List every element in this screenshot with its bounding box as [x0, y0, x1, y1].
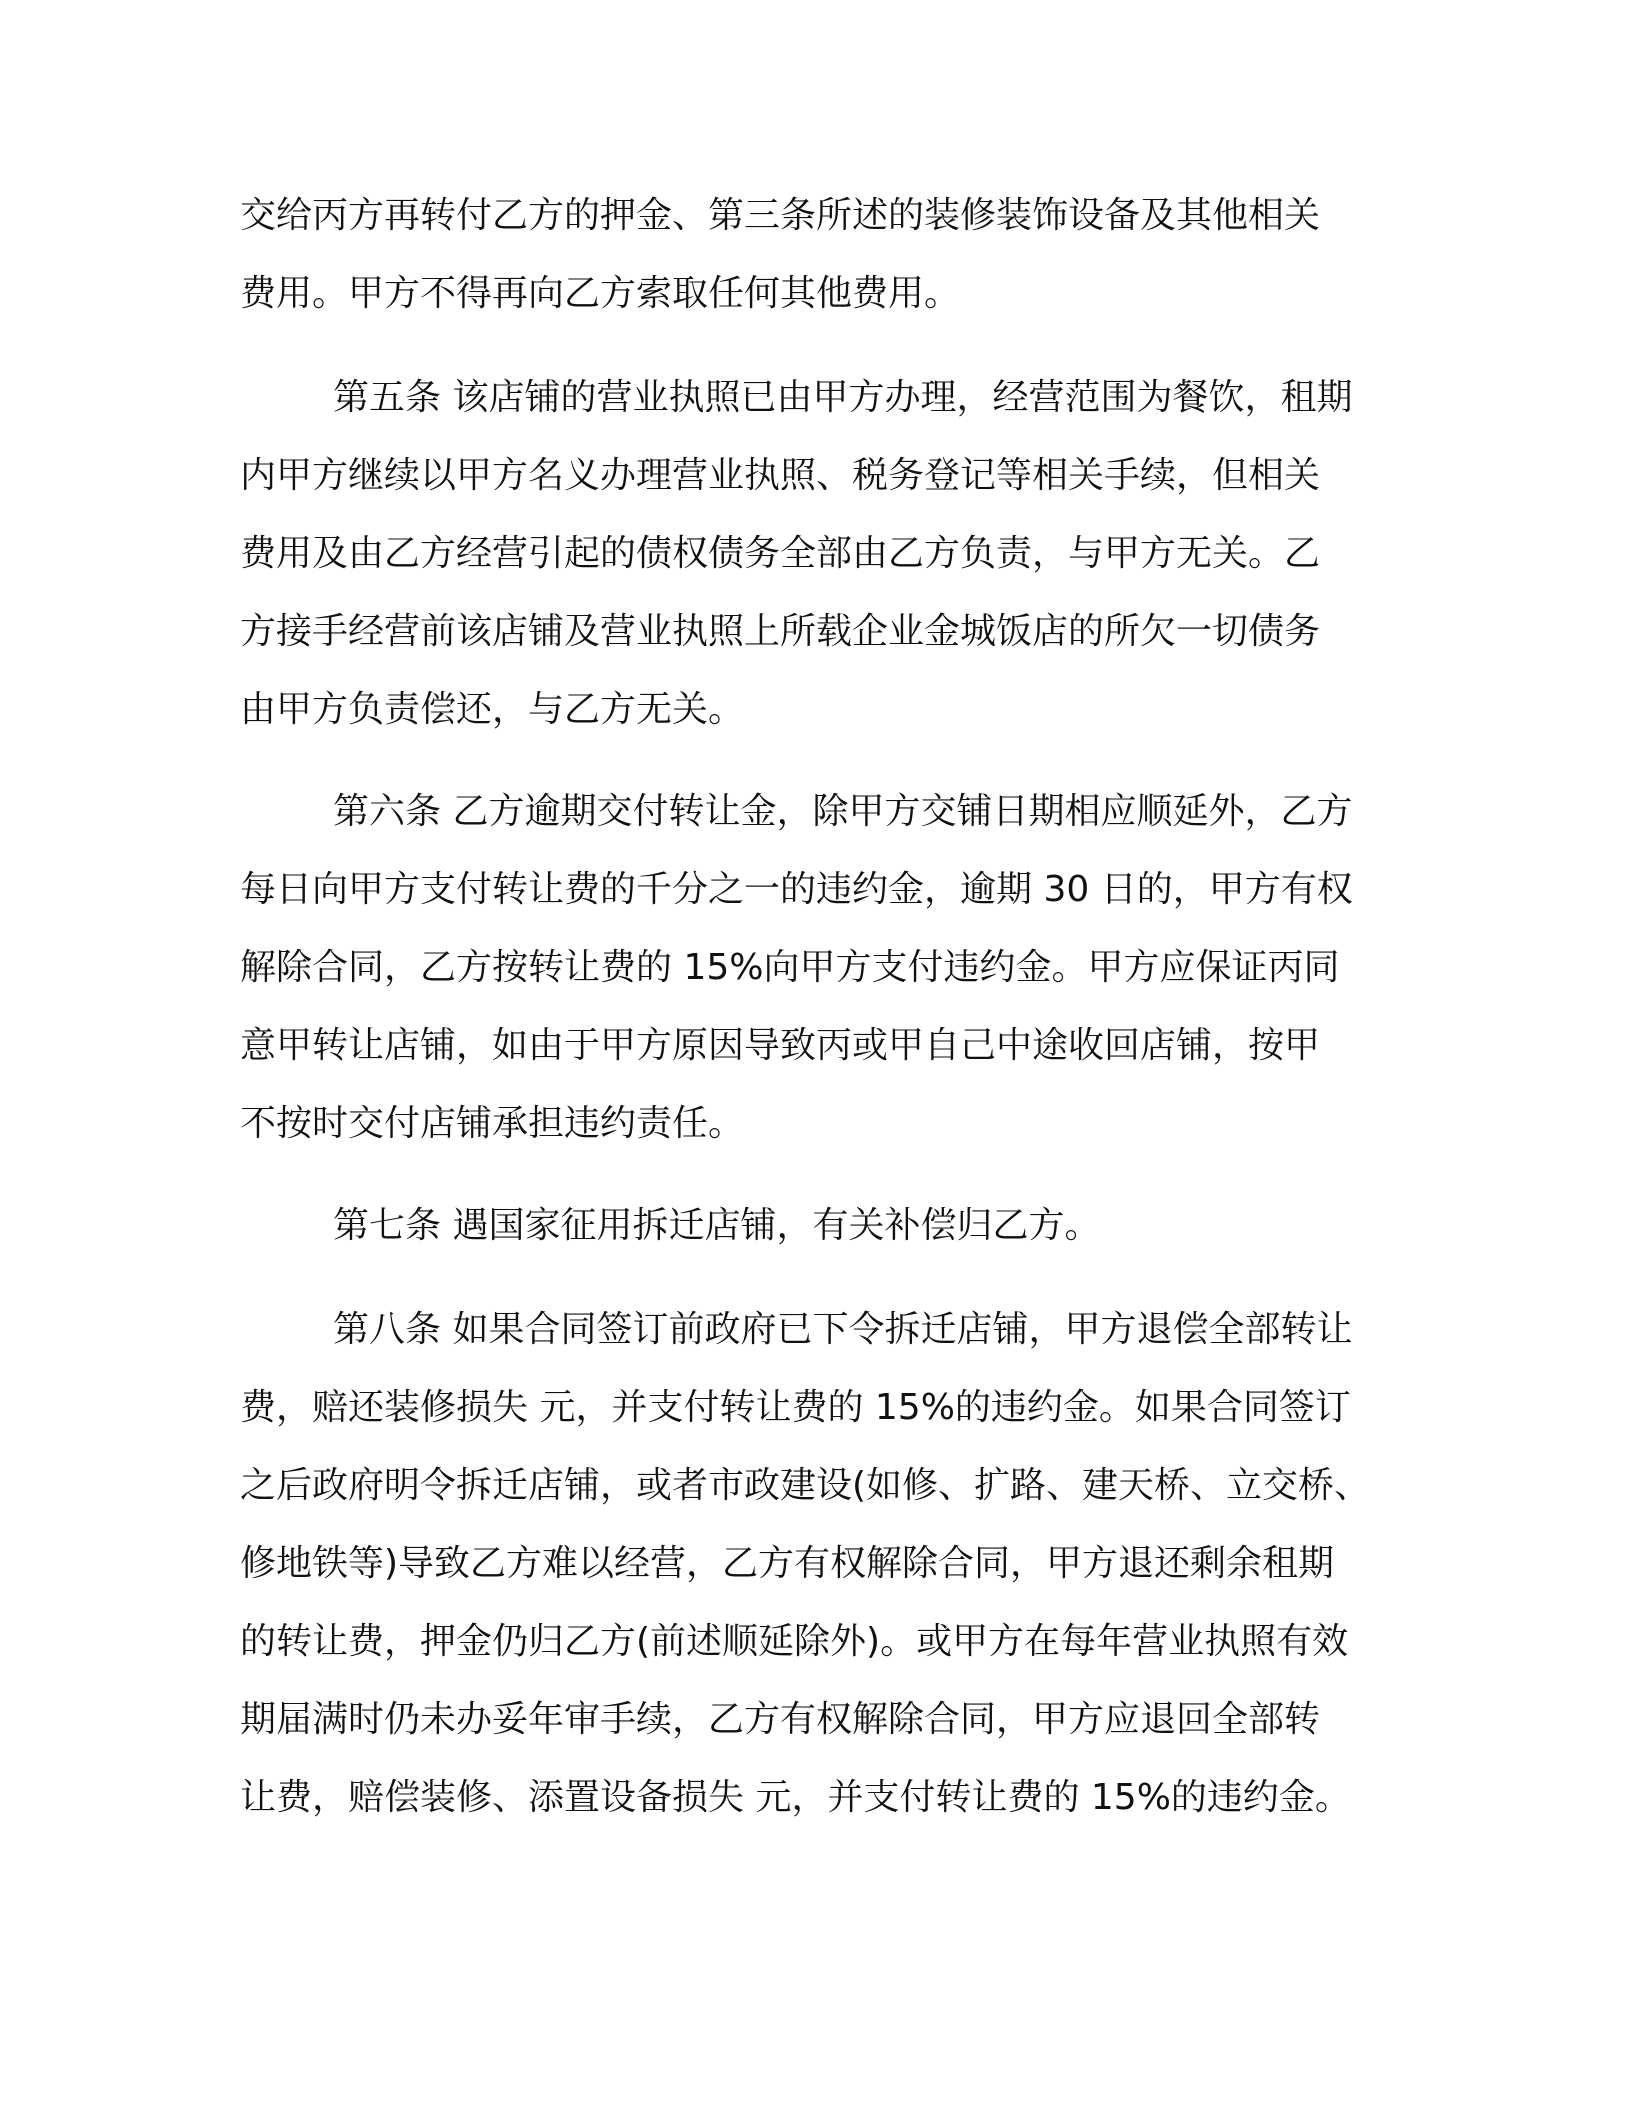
text-line: 的转让费，押金仍归乙方(前述顺延除外)。或甲方在每年营业执照有效 [240, 1621, 1349, 1662]
text-line: 每日向甲方支付转让费的千分之一的违约金，逾期 30 日的，甲方有权 [240, 869, 1353, 910]
text-line: 由甲方负责偿还，与乙方无关。 [240, 689, 745, 730]
text-line: 费，赔还装修损失 元，并支付转让费的 15%的违约金。如果合同签订 [240, 1387, 1351, 1428]
text-line: 方接手经营前该店铺及营业执照上所载企业金城饭店的所欠一切债务 [240, 611, 1321, 652]
text-line: 修地铁等)导致乙方难以经营，乙方有权解除合同，甲方退还剩余租期 [240, 1543, 1335, 1584]
text-line: 不按时交付店铺承担违约责任。 [240, 1103, 745, 1144]
text-line: 之后政府明令拆迁店铺，或者市政建设(如修、扩路、建天桥、立交桥、 [240, 1465, 1371, 1506]
article-7-line: 第七条 遇国家征用拆迁店铺，有关补偿归乙方。 [333, 1205, 1101, 1246]
text-line: 意甲转让店铺，如由于甲方原因导致丙或甲自己中途收回店铺，按甲 [240, 1025, 1321, 1066]
text-line: 交给丙方再转付乙方的押金、第三条所述的装修装饰设备及其他相关 [240, 195, 1321, 236]
text-line: 费用。甲方不得再向乙方索取任何其他费用。 [240, 273, 961, 314]
article-5-first-line: 第五条 该店铺的营业执照已由甲方办理，经营范围为餐饮，租期 [333, 377, 1353, 418]
text-line: 内甲方继续以甲方名义办理营业执照、税务登记等相关手续，但相关 [240, 455, 1321, 496]
article-8-first-line: 第八条 如果合同签订前政府已下令拆迁店铺，甲方退偿全部转让 [333, 1309, 1353, 1350]
text-line: 让费，赔偿装修、添置设备损失 元，并支付转让费的 15%的违约金。 [240, 1777, 1351, 1818]
text-line: 解除合同，乙方按转让费的 15%向甲方支付违约金。甲方应保证丙同 [240, 947, 1340, 988]
text-line: 费用及由乙方经营引起的债权债务全部由乙方负责，与甲方无关。乙 [240, 533, 1321, 574]
article-6-first-line: 第六条 乙方逾期交付转让金，除甲方交铺日期相应顺延外，乙方 [333, 791, 1353, 832]
text-line: 期届满时仍未办妥年审手续，乙方有权解除合同，甲方应退回全部转 [240, 1699, 1321, 1740]
